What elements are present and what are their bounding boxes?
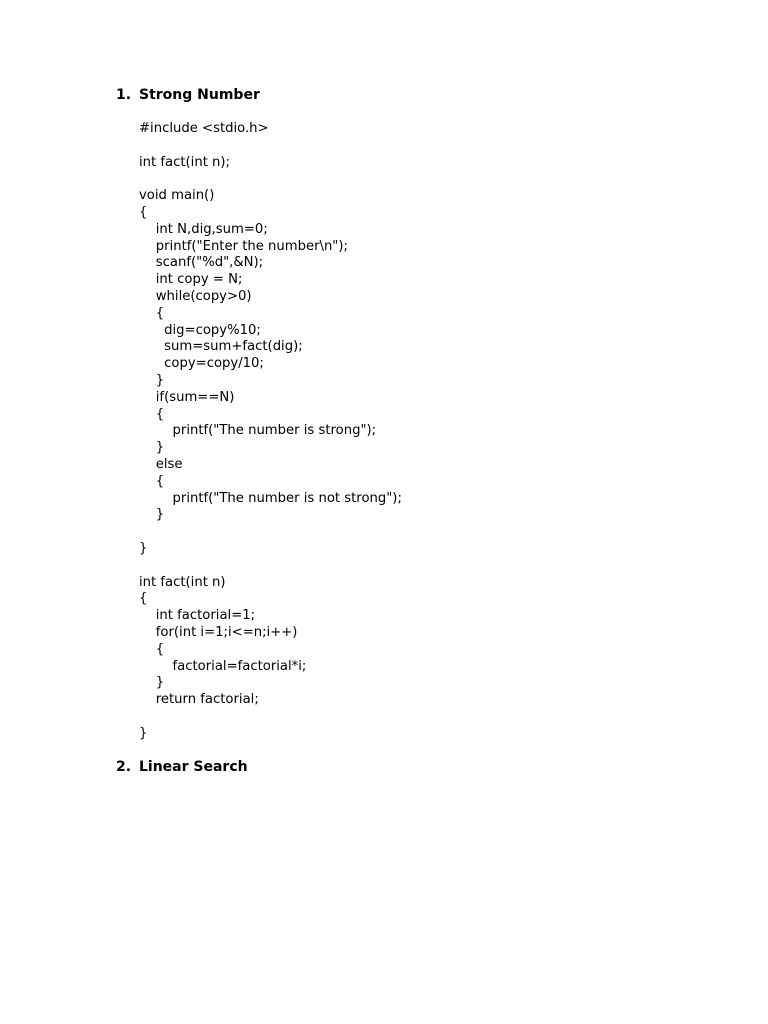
code-line: factorial=factorial*i;: [139, 658, 307, 674]
code-line: #include <stdio.h>: [139, 121, 269, 136]
code-line: printf("The number is strong");: [139, 423, 377, 439]
code-line: {: [139, 473, 165, 489]
code-line: [139, 138, 736, 155]
code-line: int fact(int n): [139, 574, 226, 590]
code-line: sum=sum+fact(dig);: [139, 339, 303, 355]
code-line: [139, 709, 736, 726]
code-block: [139, 121, 736, 742]
code-line: printf("Enter the number\n");: [139, 238, 348, 254]
code-line: dig=copy%10;: [139, 322, 261, 338]
code-line: {: [139, 305, 165, 321]
code-line: int copy = N;: [139, 272, 243, 288]
section-strong-number: [116, 87, 736, 742]
section-number: 1.: [116, 87, 132, 103]
code-line: while(copy>0): [139, 288, 252, 304]
code-line: scanf("%d",&N);: [139, 255, 264, 271]
code-line: printf("The number is not strong");: [139, 490, 402, 506]
code-line: [139, 524, 736, 541]
code-line: for(int i=1;i<=n;i++): [139, 624, 298, 640]
code-line: {: [139, 591, 148, 607]
code-line: return factorial;: [139, 692, 259, 708]
code-line: int fact(int n);: [139, 154, 231, 170]
code-line: [139, 558, 736, 575]
code-line: }: [139, 675, 165, 691]
section-title: Linear Search: [139, 759, 248, 775]
section-linear-search: [116, 759, 736, 776]
code-line: else: [139, 456, 183, 472]
code-line: }: [139, 440, 165, 456]
code-line: {: [139, 641, 165, 657]
code-line: }: [139, 540, 148, 556]
section-heading: [116, 87, 736, 104]
code-line: }: [139, 725, 148, 741]
code-line: }: [139, 507, 165, 523]
section-number: 2.: [116, 759, 132, 775]
code-line: int N,dig,sum=0;: [139, 221, 268, 237]
code-line: void main(): [139, 188, 215, 204]
code-line: copy=copy/10;: [139, 356, 264, 372]
code-line: if(sum==N): [139, 389, 235, 405]
code-line: {: [139, 204, 148, 220]
code-line: {: [139, 406, 165, 422]
code-line: [139, 171, 736, 188]
section-title: Strong Number: [139, 87, 260, 103]
code-line: int factorial=1;: [139, 608, 256, 624]
section-heading: [116, 759, 736, 776]
code-line: }: [139, 372, 165, 388]
